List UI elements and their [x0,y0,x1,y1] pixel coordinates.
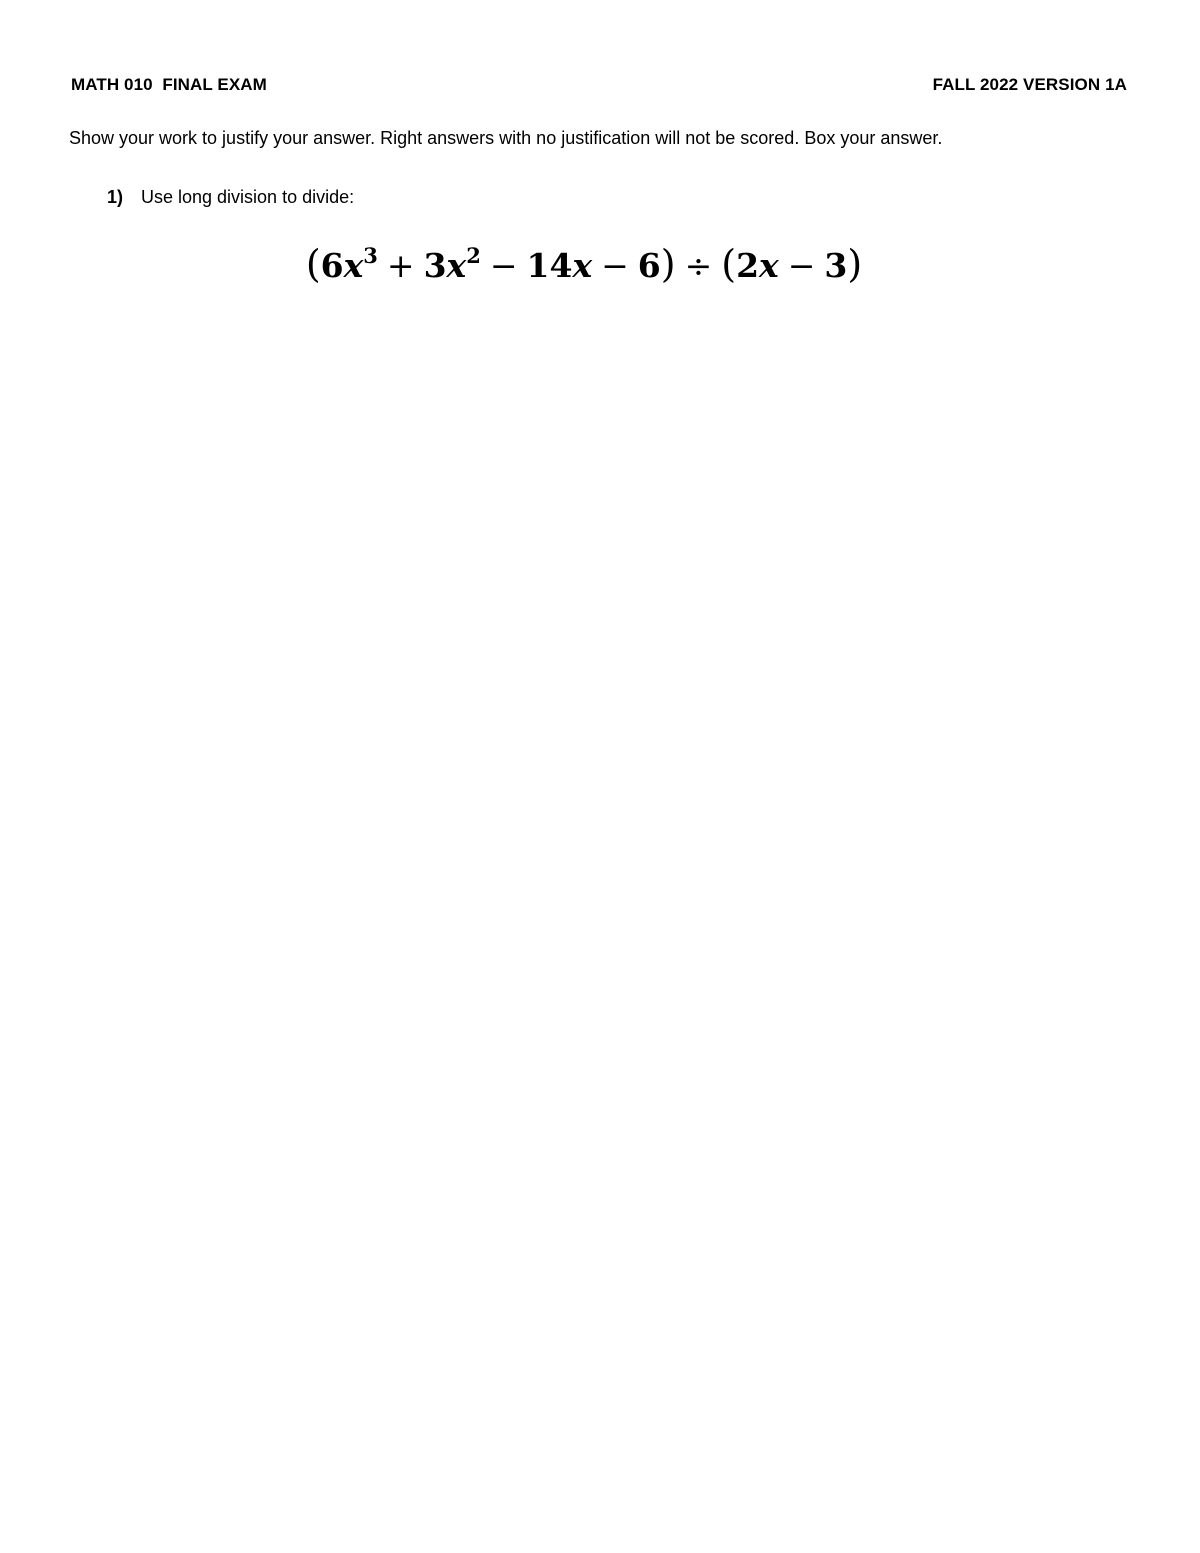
question-prompt: Use long division to divide: [141,187,355,207]
dividend-term2-var: x [446,246,467,285]
divisor-term1-coef: 2 [736,246,760,285]
divisor-op1: − [787,246,816,285]
dividend-term2-coef: 3 [423,246,447,285]
dividend-term1-exp: 3 [363,243,378,268]
division-expression [0,242,1168,286]
question-number: 1) [107,187,124,207]
question-1 [107,187,354,208]
dividend-op2: − [489,246,518,285]
exam-title: MATH 010 FINAL EXAM [71,75,267,94]
divisor-close-paren: ) [847,242,863,286]
dividend-op1: + [386,246,415,285]
divisor-term2: 3 [824,246,848,285]
dividend-term4: 6 [637,246,661,285]
dividend-term3-coef: 14 [526,246,573,285]
exam-version: FALL 2022 VERSION 1A [932,75,1127,94]
dividend-op3: − [601,246,629,285]
dividend-term2-exp: 2 [466,243,481,268]
dividend-term1-var: x [343,246,364,285]
dividend-term1-coef: 6 [320,246,344,285]
dividend-term3-var: x [572,246,593,285]
divisor-term1-var: x [759,246,779,285]
divisor-open-paren: ( [721,242,737,286]
open-paren: ( [305,242,321,286]
divide-operator: ÷ [684,246,713,285]
instructions-text: Show your work to justify your answer. Right answers with no justification will not be scored. Box your answer. [69,128,943,148]
close-paren: ) [660,242,676,286]
